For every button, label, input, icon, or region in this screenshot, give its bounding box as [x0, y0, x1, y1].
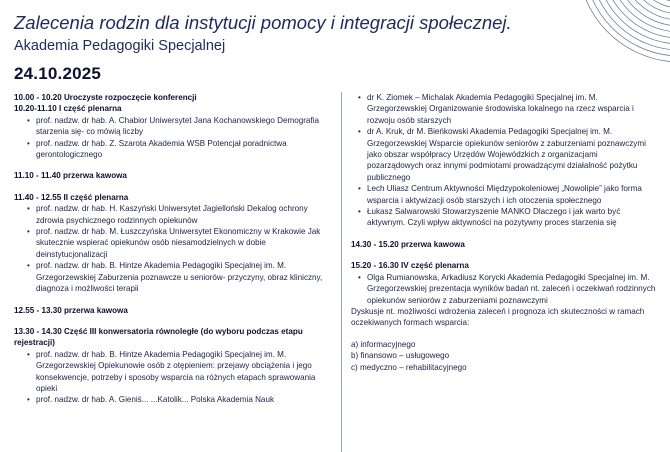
coffee-break-3: 14.30 - 15.20 przerwa kawowa [351, 239, 465, 249]
list-item: • Olga Rumianowska, Arkadiusz Korycki Akademia Pedagogiki Specjalnej im. M. Grzegorzewskiej prezentacja wyników badań nt. zaleceń i oczekiwań rodzinnych opiekunów seniorów z zaburzeniami poznawczymi [367, 272, 656, 306]
list-item: • prof. nadzw. dr hab. M. Łuszczyńska Uniwersytet Ekonomiczny w Krakowie Jak skutecznie wspierać opiekunów osób niesamodzielnych w dobie deinstytucjonalizacji [36, 226, 332, 260]
part1-header: 10.20-11.10 I część plenarna [14, 104, 122, 114]
list-item: • prof. nadzw. dr hab. Z. Szarota Akademia WSB Potencjał poradnictwa gerontologicznego [36, 138, 332, 161]
program-left-column [14, 92, 332, 406]
part3-header: 13.30 - 14.30 Część III konwersatoria równoległe (do wyboru podczas etapu rejestracji) [14, 326, 303, 348]
list-item: • Lech Uliasz Centrum Aktywności Międzypokoleniowej „Nowolipie” jako forma wsparcia i aktywizacji osób starszych i ich otoczenia społecznego [367, 183, 656, 206]
list-item: • prof. nadzw. dr hab. H. Kaszyński Uniwersytet Jagielloński Dekalog ochrony zdrowia psychicznego rodzinnych opiekunów [36, 203, 332, 226]
support-form-item: a) informacyjnego [351, 339, 416, 349]
coffee-break-2: 12.55 - 13.30 przerwa kawowa [14, 305, 128, 315]
organizer-name: Akademia Pedagogiki Specjalnej [14, 38, 226, 54]
column-divider [341, 92, 342, 452]
list-item: • prof. nadzw. dr hab. A. Chabior Uniwersytet Jana Kochanowskiego Demografia starzenia się- co mówią liczby [36, 115, 332, 138]
support-form-item: c) medyczno – rehabilitacyjnego [351, 362, 467, 372]
program-right-column [351, 92, 656, 373]
discussion-text: Dyskusje nt. możliwości wdrożenia zaleceń i prognoza ich skuteczności w ramach oczekiwanych formach wsparcia: [351, 306, 645, 328]
list-item: • dr A. Kruk, dr M. Bieńkowski Akademia Pedagogiki Specjalnej im. M. Grzegorzewskiej Wsparcie opiekunów seniorów z zaburzeniami poznawczymi jako obszar współpracy Urzędów Wojewódzkich z organizacjami pozarządowych oraz innymi podmiotami prowadzącymi działalność pożytku publicznego [367, 126, 656, 183]
part2-list [14, 203, 332, 294]
part3-list [14, 349, 332, 406]
part1-list [14, 115, 332, 161]
part4-list [351, 272, 656, 306]
conference-subtitle: Zalecenia rodzin dla instytucji pomocy i integracji społecznej. [14, 12, 512, 33]
list-item: • dr K. Ziomek – Michalak Akademia Pedagogiki Specjalnej im. M. Grzegorzewskiej Organizowanie środowiska lokalnego na rzecz wsparcia i rozwoju osób starszych [367, 92, 656, 126]
coffee-break-1: 11.10 - 11.40 przerwa kawowa [14, 171, 127, 181]
concentric-arcs-decoration [530, 0, 670, 70]
list-item: • prof. nadzw. dr hab. B. Hintze Akademia Pedagogiki Specjalnej im. M. Grzegorzewskiej Zaburzenia poznawcze u seniorów- przyczyny, obraz kliniczny, diagnoza i możliwości terapii [36, 260, 332, 294]
part4-header: 15.20 - 16.30 IV część plenarna [351, 261, 469, 271]
list-item: • Łukasz Salwarowski Stowarzyszenie MANKO Dlaczego i jak warto być aktywnym. Czyli wpływ aktywności na pozytywny proces starzenia się [367, 206, 656, 229]
list-item: • prof. nadzw. dr hab. B. Hintze Akademia Pedagogiki Specjalnej im. M. Grzegorzewskiej Opiekunowie osób z otępieniem: przejawy obciążenia i jego konsekwencje, potrzeby i sposoby wsparcia na różnych etapach sprawowania opieki [36, 349, 332, 395]
list-item: • prof. nadzw. dr hab. A. Gieniś... ...Katolik... Polska Akademia Nauk [36, 394, 332, 405]
support-form-item: b) finansowo – usługowego [351, 351, 450, 361]
part2-header: 11.40 - 12.55 II część plenarna [14, 192, 129, 202]
conference-date: 24.10.2025 [14, 64, 102, 83]
part3-continued-list [351, 92, 656, 229]
opening-session: 10.00 - 10.20 Uroczyste rozpoczęcie konferencji [14, 93, 197, 102]
